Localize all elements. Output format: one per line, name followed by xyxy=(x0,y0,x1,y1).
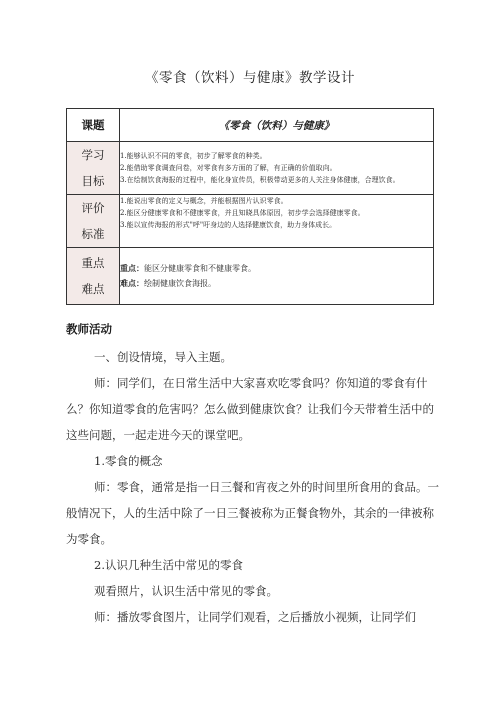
goal-item: 2.能借助零食调查问卷，对零食有多方面的了解，有正确的价值取向。 xyxy=(120,164,337,172)
key-content xyxy=(120,248,434,305)
eval-label-line: 标准 xyxy=(81,227,105,241)
eval-item: 2.能区分健康零食和不健康零食，并且知晓具体原因，初步学会选择健康零食。 xyxy=(120,209,365,217)
key-point xyxy=(120,261,433,276)
eval-item: 1.能说出零食的定义与概念，并能根据图片认识零食。 xyxy=(120,197,288,205)
goals-label-line: 学习 xyxy=(81,148,105,162)
paragraph: 师：播放零食图片，让同学们观看，之后播放小视频，让同学们 xyxy=(94,610,416,624)
goal-item: 1.能够认识不同的零食，初步了解零食的种类。 xyxy=(120,152,267,160)
table-row-subject xyxy=(67,109,434,142)
difficulty-label: 难点： xyxy=(120,278,144,288)
paragraph: 1.零食的概念 xyxy=(94,454,163,468)
lesson-plan-table xyxy=(66,108,434,305)
table-row-key xyxy=(67,248,434,305)
document-title: 《零食（饮料）与健康》教学设计 xyxy=(145,70,355,86)
section-title: 教师活动 xyxy=(66,322,112,336)
subject-value: 《零食（饮料）与健康》 xyxy=(120,109,434,142)
teacher-activity-section xyxy=(66,320,440,630)
key-label-line: 重点 xyxy=(81,256,105,270)
table-row-goals xyxy=(67,142,434,195)
subject-label: 课题 xyxy=(67,109,120,142)
key-point-label: 重点： xyxy=(120,263,144,273)
difficulty-point xyxy=(120,276,433,291)
goal-item: 3.在绘制饮食海报的过程中，能化身宣传员，积极带动更多的人关注身体健康，合理饮食。 xyxy=(120,176,400,184)
difficulty-text: 绘制健康饮食海报。 xyxy=(144,279,216,288)
goals-content xyxy=(120,142,434,195)
eval-label-line: 评价 xyxy=(81,201,105,215)
key-label xyxy=(67,248,120,305)
paragraph: 师：同学们，在日常生活中大家喜欢吃零食吗？你知道的零食有什么？你知道零食的危害吗？怎么做到健康饮食？让我们今天带着生活中的这些问题，一起走进今天的课堂吧。 xyxy=(66,376,434,442)
paragraph: 2.认识几种生活中常见的零食 xyxy=(94,558,243,572)
goals-label xyxy=(67,142,120,195)
key-label-line: 难点 xyxy=(81,282,105,296)
eval-content xyxy=(120,195,434,248)
paragraph: 师：零食，通常是指一日三餐和宵夜之外的时间里所食用的食品。一般情况下，人的生活中除了一日三餐被称为正餐食物外，其余的一律被称为零食。 xyxy=(66,480,439,546)
table-row-eval xyxy=(67,195,434,248)
paragraph: 观看照片，认识生活中常见的零食。 xyxy=(94,584,278,598)
key-point-text: 能区分健康零食和不健康零食。 xyxy=(144,264,256,273)
paragraph: 一、创设情境，导入主题。 xyxy=(94,350,232,364)
eval-item: 3.能以宣传海报的形式"呼"吁身边的人选择健康饮食，助力身体成长。 xyxy=(120,221,337,229)
eval-label xyxy=(67,195,120,248)
goals-label-line: 目标 xyxy=(81,174,105,188)
